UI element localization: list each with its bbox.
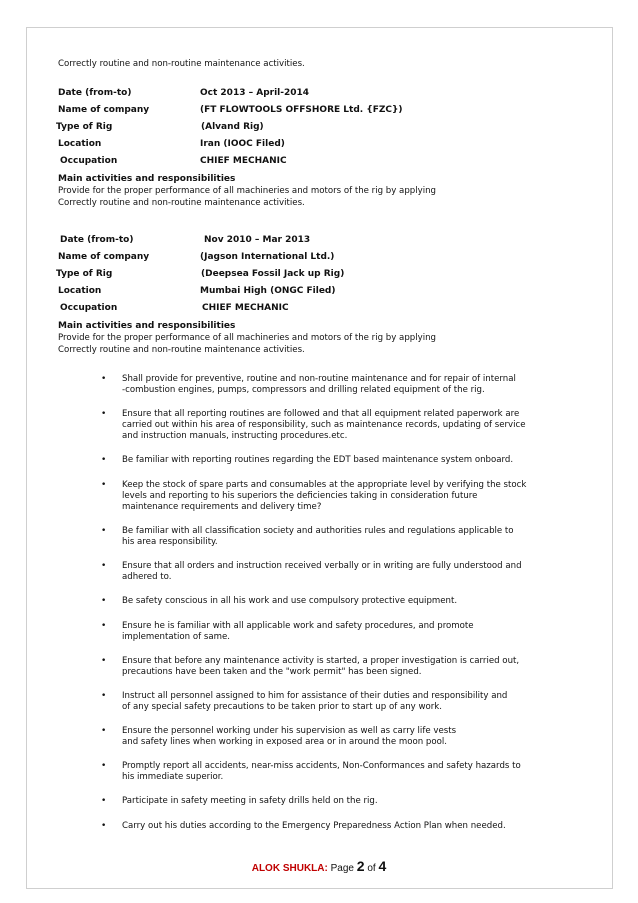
page-footer	[0, 858, 638, 874]
location-value: Iran (IOOC Filed)	[200, 139, 285, 149]
list-item-text: Shall provide for preventive, routine and non-routine maintenance and for repair of internal -combustion engines, pumps, compressors and drilling related equipment of the rig.	[122, 374, 516, 395]
rig-label: Type of Rig	[56, 269, 113, 279]
list-item	[58, 374, 578, 396]
list-item	[58, 480, 578, 513]
responsibilities-list	[58, 374, 578, 832]
date-row	[58, 235, 578, 252]
occupation-row	[58, 156, 578, 173]
company-label: Name of company	[58, 252, 150, 262]
job-entry-2	[58, 235, 578, 356]
bullet-icon: •	[101, 656, 107, 666]
bullet-icon: •	[101, 726, 107, 736]
location-row	[58, 286, 578, 303]
list-item	[58, 621, 578, 643]
footer-author-name: ALOK SHUKLA	[251, 863, 325, 874]
date-label: Date (from-to)	[58, 88, 132, 98]
company-row	[58, 252, 578, 269]
bullet-icon: •	[101, 455, 107, 465]
company-label: Name of company	[58, 105, 150, 115]
date-value: Nov 2010 – Mar 2013	[204, 235, 311, 245]
list-item	[58, 409, 578, 442]
bullet-icon: •	[101, 561, 107, 571]
list-item	[58, 726, 578, 748]
location-label: Location	[58, 139, 102, 149]
list-item-text: Be familiar with reporting routines regarding the EDT based maintenance system onboard.	[122, 455, 514, 465]
company-row	[58, 105, 578, 122]
description-line: Provide for the proper performance of all machineries and motors of the rig by applying	[58, 333, 436, 343]
company-value: (FT FLOWTOOLS OFFSHORE Ltd. {FZC})	[200, 105, 403, 115]
bullet-icon: •	[101, 796, 107, 806]
bullet-icon: •	[101, 480, 107, 490]
list-item	[58, 596, 578, 607]
main-activities-heading: Main activities and responsibilities	[58, 174, 236, 184]
footer-page-total: 4	[378, 858, 387, 874]
bullet-icon: •	[101, 761, 107, 771]
intro-line: Correctly routine and non-routine maintenance activities.	[58, 59, 305, 69]
occupation-row	[58, 303, 578, 320]
rig-row	[58, 122, 578, 139]
date-row	[58, 88, 578, 105]
bullet-icon: •	[101, 409, 107, 419]
company-value: (Jagson International Ltd.)	[200, 252, 335, 262]
bullet-icon: •	[101, 526, 107, 536]
job-entry-1	[58, 88, 578, 209]
list-item	[58, 526, 578, 548]
footer-of-word: of	[364, 863, 379, 874]
occupation-value: CHIEF MECHANIC	[202, 303, 289, 313]
list-item-text: Be safety conscious in all his work and use compulsory protective equipment.	[122, 596, 458, 606]
footer-page-word: Page	[327, 863, 357, 874]
bullet-icon: •	[101, 821, 107, 831]
occupation-label: Occupation	[60, 303, 118, 313]
list-item-text: Ensure that before any maintenance activity is started, a proper investigation is carried out, precautions have been taken and the "work permit" has been signed.	[122, 656, 520, 677]
bullet-icon: •	[101, 691, 107, 701]
bullet-icon: •	[101, 621, 107, 631]
rig-label: Type of Rig	[56, 122, 113, 132]
list-item-text: Carry out his duties according to the Emergency Preparedness Action Plan when needed.	[122, 821, 506, 831]
list-item-text: Instruct all personnel assigned to him for assistance of their duties and responsibility and of any special safety precautions to be taken prior to start up of any work.	[122, 691, 508, 712]
list-item-text: Keep the stock of spare parts and consumables at the appropriate level by verifying the stock levels and reporting to his superiors the deficiencies taking in consideration future maintenance requirements and delivery time?	[122, 480, 527, 512]
list-item-text: Be familiar with all classification society and authorities rules and regulations applicable to his area responsibility.	[122, 526, 514, 547]
list-item	[58, 561, 578, 583]
bullet-icon: •	[101, 374, 107, 384]
description-line: Correctly routine and non-routine maintenance activities.	[58, 345, 305, 355]
list-item-text: Promptly report all accidents, near-miss accidents, Non-Conformances and safety hazards to his immediate superior.	[122, 761, 521, 782]
footer-colon: :	[324, 863, 328, 874]
list-item-text: Ensure he is familiar with all applicable work and safety procedures, and promote implementation of same.	[122, 621, 474, 642]
rig-value: (Alvand Rig)	[201, 122, 264, 132]
footer-page-number: 2	[356, 858, 365, 874]
rig-row	[58, 269, 578, 286]
list-item-text: Participate in safety meeting in safety drills held on the rig.	[122, 796, 378, 806]
list-item	[58, 796, 578, 807]
occupation-value: CHIEF MECHANIC	[200, 156, 287, 166]
date-label: Date (from-to)	[60, 235, 134, 245]
date-value: Oct 2013 – April-2014	[200, 88, 310, 98]
occupation-label: Occupation	[60, 156, 118, 166]
description-line: Correctly routine and non-routine maintenance activities.	[58, 198, 305, 208]
main-activities-heading: Main activities and responsibilities	[58, 321, 236, 331]
list-item	[58, 761, 578, 783]
list-item	[58, 656, 578, 678]
location-row	[58, 139, 578, 156]
list-item-text: Ensure the personnel working under his supervision as well as carry life vests and safety lines when working in exposed area or in around the moon pool.	[122, 726, 457, 747]
description-line: Provide for the proper performance of all machineries and motors of the rig by applying	[58, 186, 436, 196]
rig-value: (Deepsea Fossil Jack up Rig)	[201, 269, 345, 279]
list-item-text: Ensure that all orders and instruction received verbally or in writing are fully understood and adhered to.	[122, 561, 522, 582]
bullet-icon: •	[101, 596, 107, 606]
list-item	[58, 691, 578, 713]
location-value: Mumbai High (ONGC Filed)	[200, 286, 336, 296]
location-label: Location	[58, 286, 102, 296]
list-item	[58, 821, 578, 832]
list-item-text: Ensure that all reporting routines are followed and that all equipment related paperwork are carried out within his area of responsibility, such as maintenance records, updating of service and instruction manuals, instructing procedures.etc.	[122, 409, 526, 441]
list-item	[58, 455, 578, 466]
